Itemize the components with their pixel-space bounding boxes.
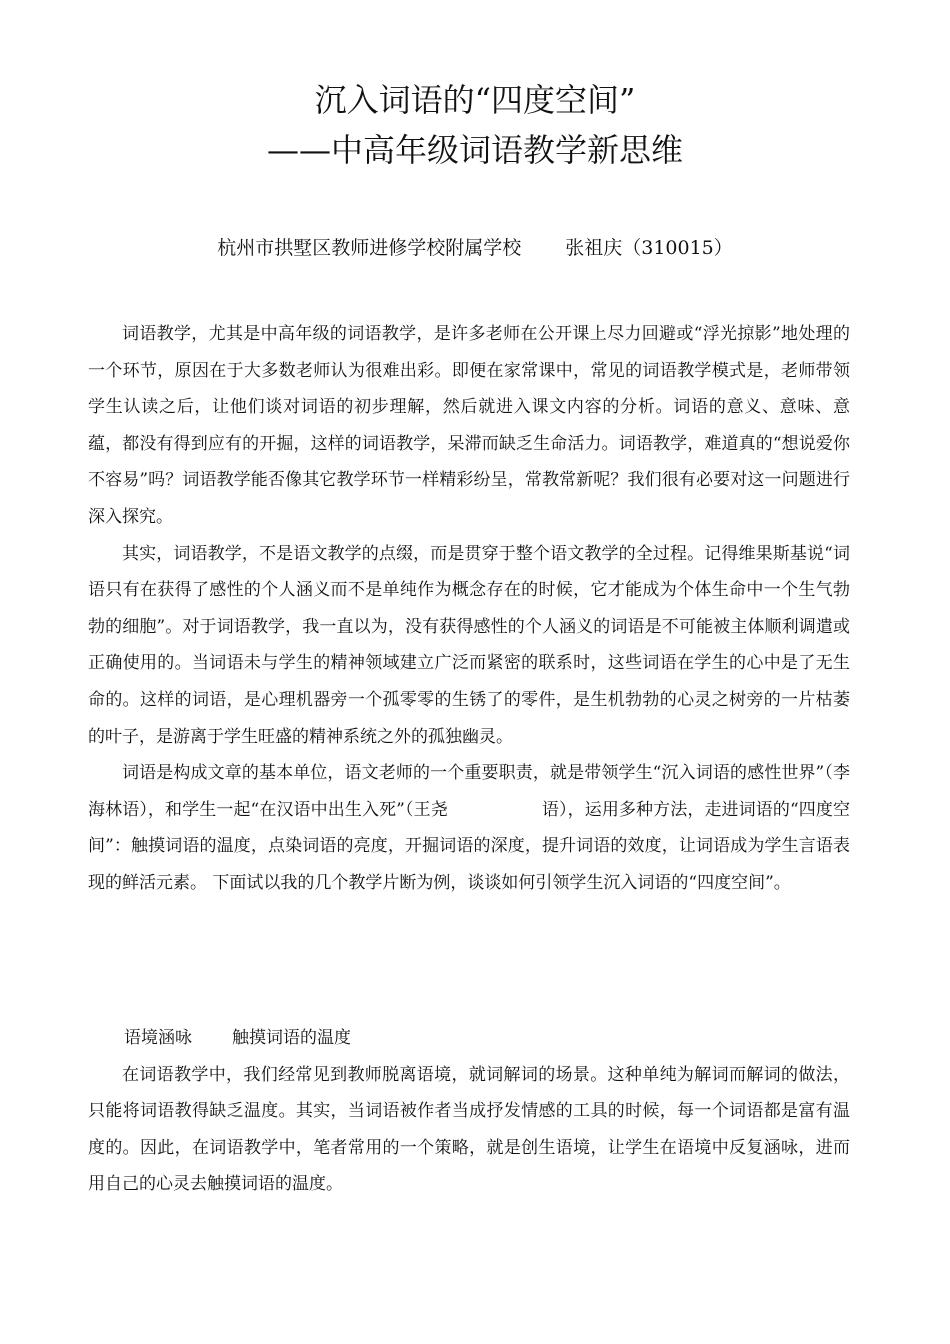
- title-line-1: 沉入词语的“四度空间”: [314, 81, 636, 119]
- byline: [0, 234, 950, 262]
- paragraph-2: 其实，词语教学，不是语文教学的点缀，而是贯穿于整个语文教学的全过程。记得维果斯基说“词语只有在获得了感性的个人涵义而不是单纯作为概念存在的时候，它才能成为个体生命中一个生气勃勃的细胞”。对于词语教学，我一直以为，没有获得感性的个人涵义的词语是不可能被主体顺利调遣或正确使用的。当词语未与学生的精神领域建立广泛而紧密的联系时，这些词语在学生的心中是了无生命的。这样的词语，是心理机器旁一个孤零零的生锈了的零件，是生机勃勃的心灵之树旁的一片枯萎的叶子，是游离于学生旺盛的精神系统之外的孤独幽灵。: [88, 543, 850, 747]
- paragraph-3-part-2: 语），运用多种方法，走进词语的“四度空间”：触摸词语的温度，点染词语的亮度，开掘词语的深度，提升词语的效度，让词语成为学生言语表现的鲜活元素。 下面试以我的几个教学片断为例，谈谈如何引领学生沉入词语的“四度空间”。: [88, 799, 850, 893]
- section-1-heading: [88, 1020, 850, 1057]
- paragraph-3: [88, 755, 850, 901]
- paragraph-1: 词语教学，尤其是中高年级的词语教学，是许多老师在公开课上尽力回避或“浮光掠影”地处理的一个环节，原因在于大多数老师认为很难出彩。即便在家常课中，常见的词语教学模式是，老师带领学生认读之后，让他们谈对词语的初步理解，然后就进入课文内容的分析。词语的意义、意味、意蕴，都没有得到应有的开掘，这样的词语教学，呆滞而缺乏生命活力。词语教学，难道真的“想说爱你不容易”吗？词语教学能否像其它教学环节一样精彩纷呈，常教常新呢？我们很有必要对这一问题进行深入探究。: [88, 324, 850, 527]
- title-line-2: ——中高年级词语教学新思维: [266, 131, 683, 169]
- paragraph-3-part-1: 词语是构成文章的基本单位，语文老师的一个重要职责，就是带领学生“沉入词语的感性世界”（李海林语），和学生一起“在汉语中出生入死”（王尧: [88, 763, 850, 820]
- section-1-paragraph: 在词语教学中，我们经常见到教师脱离语境，就词解词的场景。这种单纯为解词而解词的做法，只能将词语教得缺乏温度。其实，当词语被作者当成抒发情感的工具的时候，每一个词语都是富有温度的。因此，在词语教学中，笔者常用的一个策略，就是创生语境，让学生在语境中反复涵咏，进而用自己的心灵去触摸词语的温度。: [88, 1064, 850, 1195]
- section-1-heading-right: 触摸词语的温度: [232, 1028, 351, 1048]
- section-1: [88, 1020, 850, 1203]
- body-paragraphs: [88, 316, 850, 902]
- affiliation: 杭州市拱墅区教师进修学校附属学校: [217, 237, 522, 259]
- author: 张祖庆（310015）: [565, 237, 733, 259]
- section-1-heading-left: 语境涵咏: [124, 1028, 192, 1048]
